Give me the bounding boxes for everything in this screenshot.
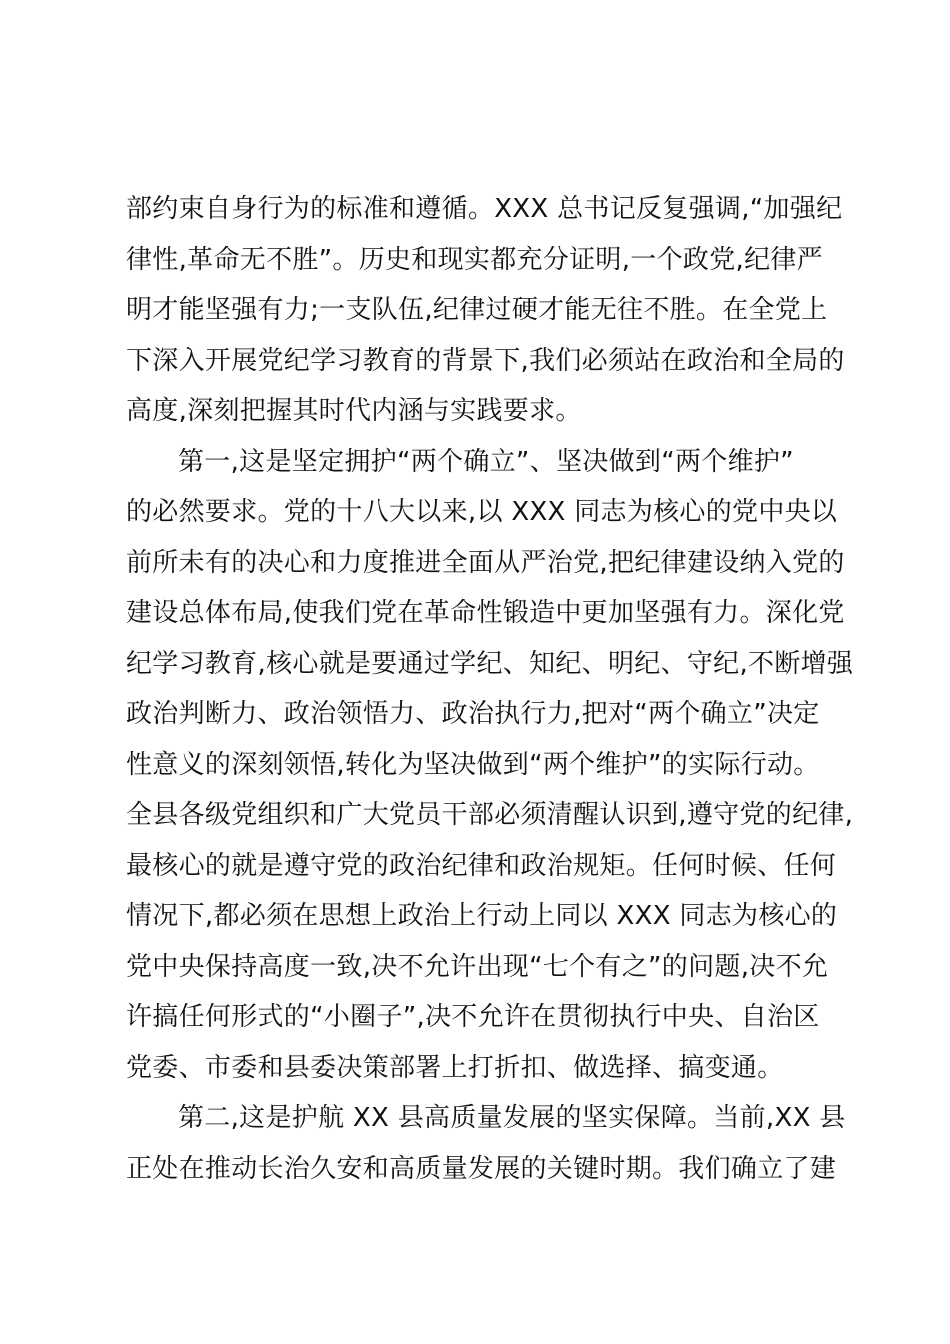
paragraph [126,1093,846,1194]
text-line: 最核心的就是遵守党的政治纪律和政治规矩。任何时候、任何 [126,850,837,881]
text-line: 纪学习教育,核心就是要通过学纪、知纪、明纪、守纪,不断增强 [126,648,854,679]
paragraph [126,184,845,437]
text-line: 前所未有的决心和力度推进全面从严治党,把纪律建设纳入党的 [126,547,845,578]
text-line: 情况下,都必须在思想上政治上行动上同以 XXX 同志为核心的 [126,901,838,931]
document-body [126,184,854,1194]
text-line: 性意义的深刻领悟,转化为坚决做到“两个维护”的实际行动。 [126,749,820,780]
text-line: 党中央保持高度一致,决不允许出现“七个有之”的问题,决不允 [126,951,829,982]
text-line: 下深入开展党纪学习教育的背景下,我们必须站在政治和全局的 [126,345,845,376]
text-line: 的必然要求。党的十八大以来,以 XXX 同志为核心的党中央以 [126,497,838,527]
text-line: 正处在推动长治久安和高质量发展的关键时期。我们确立了建 [126,1153,837,1184]
text-line: 第二,这是护航 XX 县高质量发展的坚实保障。当前,XX 县 [178,1103,846,1133]
text-line: 政治判断力、政治领悟力、政治执行力,把对“两个确立”决定 [126,699,820,729]
text-line: 部约束自身行为的标准和遵循。XXX 总书记反复强调,“加强纪 [126,194,843,224]
text-line: 高度,深刻把握其时代内涵与实践要求。 [126,396,582,426]
text-line: 律性,革命无不胜”。历史和现实都充分证明,一个政党,纪律严 [126,244,823,275]
paragraph [126,437,854,1094]
text-line: 明才能坚强有力;一支队伍,纪律过硬才能无往不胜。在全党上 [126,295,828,325]
text-line: 党委、市委和县委决策部署上打折扣、做选择、搞变通。 [126,1052,784,1083]
text-line: 建设总体布局,使我们党在革命性锻造中更加坚强有力。深化党 [126,598,845,628]
text-line: 全县各级党组织和广大党员干部必须清醒认识到,遵守党的纪律, [126,800,854,830]
text-line: 许搞任何形式的“小圈子”,决不允许在贯彻执行中央、自治区 [126,1002,820,1032]
text-line: 第一,这是坚定拥护“两个确立”、坚决做到“两个维护” [178,446,794,477]
